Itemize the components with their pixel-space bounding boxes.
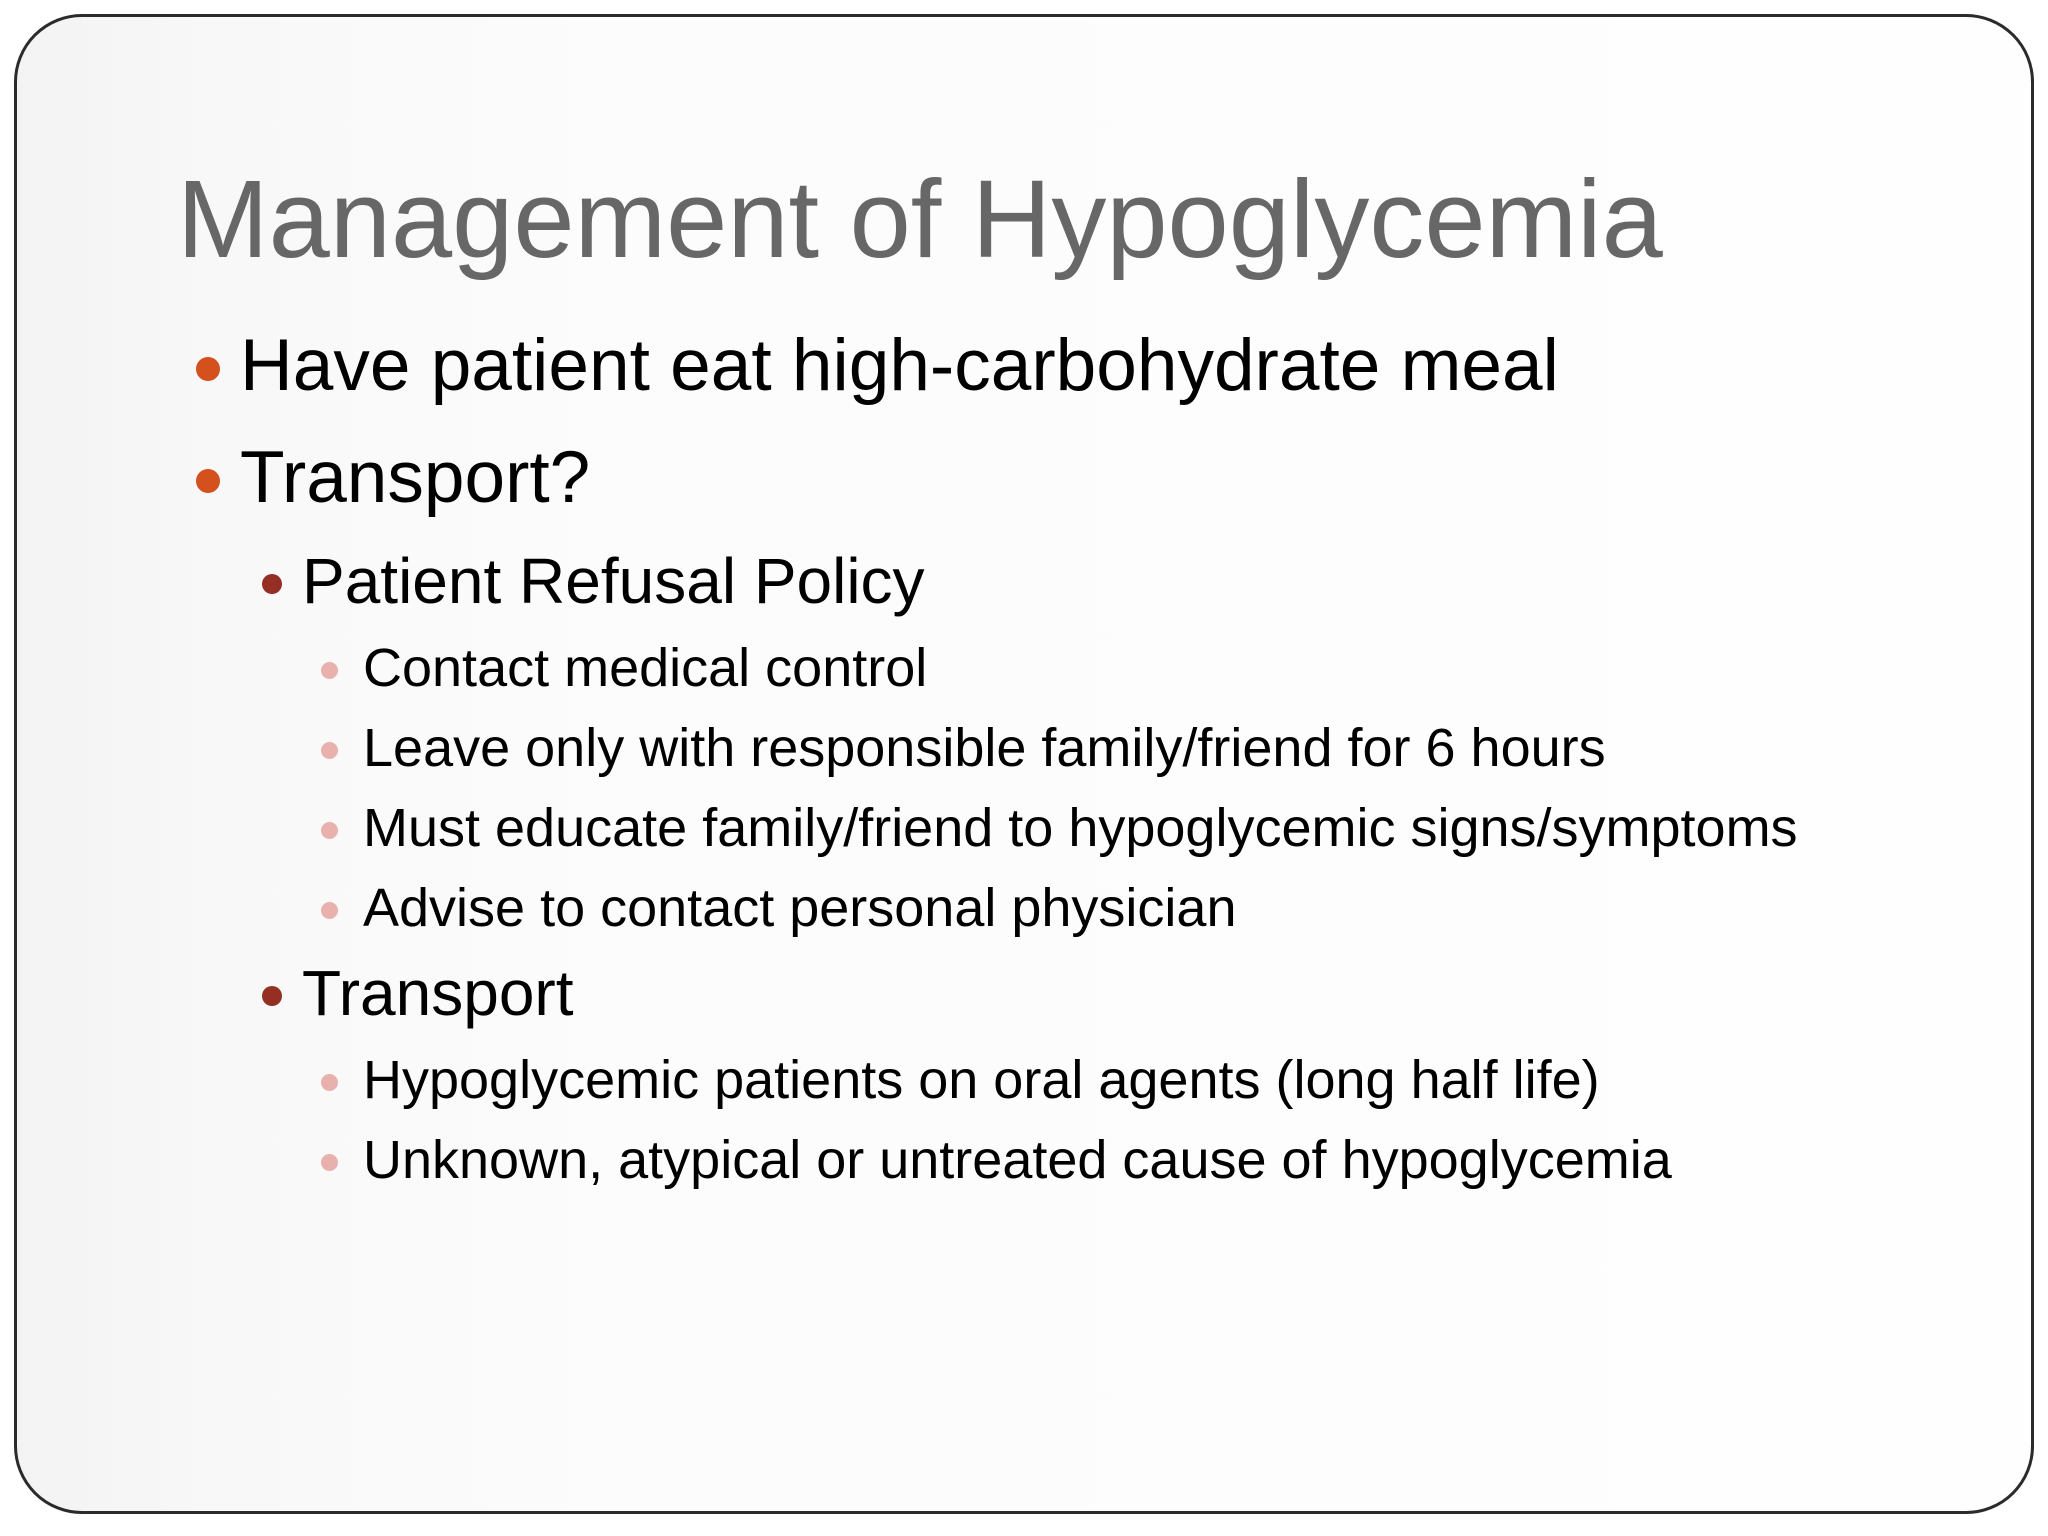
bullet-item-level3 xyxy=(363,1130,1672,1190)
bullet-dot-icon xyxy=(321,1074,338,1091)
bullet-text: Contact medical control xyxy=(363,638,928,698)
bullet-item-level2 xyxy=(302,957,574,1029)
bullet-dot-icon xyxy=(196,357,220,381)
bullet-item-level3 xyxy=(363,878,1237,938)
bullet-text: Transport? xyxy=(240,437,591,518)
bullet-item-level2 xyxy=(302,545,925,617)
bullet-dot-icon xyxy=(321,742,338,759)
bullet-text: Unknown, atypical or untreated cause of hypoglycemia xyxy=(363,1130,1672,1190)
bullet-item-level3 xyxy=(363,1050,1600,1110)
bullet-item-level3 xyxy=(363,638,928,698)
bullet-dot-icon xyxy=(321,662,338,679)
bullet-list xyxy=(17,17,2031,1511)
bullet-dot-icon xyxy=(262,986,282,1006)
bullet-text: Have patient eat high-carbohydrate meal xyxy=(240,325,1559,406)
bullet-text: Must educate family/friend to hypoglycemic signs/symptoms xyxy=(363,798,1798,858)
slide-frame xyxy=(14,14,2034,1514)
bullet-dot-icon xyxy=(321,902,338,919)
bullet-dot-icon xyxy=(262,574,282,594)
bullet-text: Hypoglycemic patients on oral agents (long half life) xyxy=(363,1050,1600,1110)
bullet-item-level3 xyxy=(363,798,1798,858)
bullet-text: Transport xyxy=(302,957,574,1029)
bullet-text: Leave only with responsible family/friend for 6 hours xyxy=(363,718,1606,778)
bullet-item-level1 xyxy=(240,325,1559,406)
bullet-item-level1 xyxy=(240,437,591,518)
bullet-text: Advise to contact personal physician xyxy=(363,878,1237,938)
slide-title: Management of Hypoglycemia xyxy=(177,158,1663,281)
bullet-dot-icon xyxy=(196,469,220,493)
bullet-text: Patient Refusal Policy xyxy=(302,545,925,617)
bullet-dot-icon xyxy=(321,1154,338,1171)
bullet-item-level3 xyxy=(363,718,1606,778)
bullet-dot-icon xyxy=(321,822,338,839)
